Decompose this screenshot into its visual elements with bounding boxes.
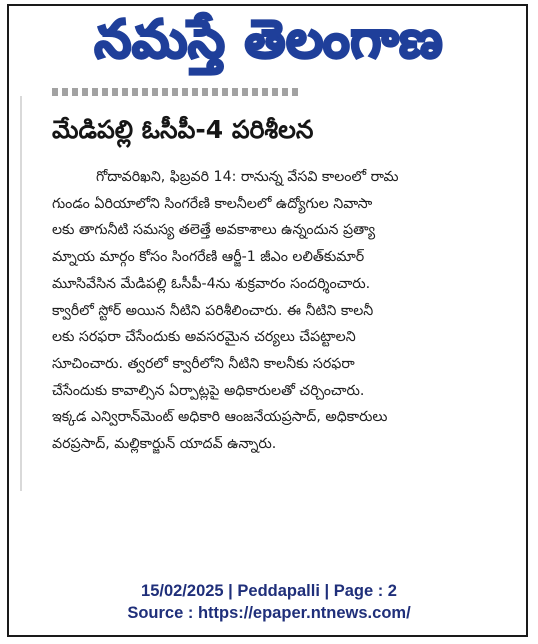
source-link[interactable]: Source : https://epaper.ntnews.com/ (127, 604, 411, 622)
article-headline: మేడిపల్లి ఓసీపీ-4 పరిశీలన (52, 115, 314, 144)
article-line: మ్నాయ మార్గం కోసం సింగరేణి ఆర్జీ-1 జీఎం లలిత్‌కుమార్ (52, 249, 365, 266)
article-line: వరప్రసాద్, మల్లికార్జున్ యాదవ్ ఉన్నారు. (52, 436, 277, 453)
article-line: ఇక్కడ ఎన్విరాన్‌మెంట్ అధికారి ఆంజనేయప్రసాద్, అధికారులు (52, 409, 388, 426)
article-line: గోదావరిఖని, ఫిబ్రవరి 14: రానున్న వేసవి కాలంలో రామ (96, 169, 399, 185)
newspaper-masthead: నమస్తే తెలంగాణ (94, 10, 444, 70)
clipping-left-edge (20, 96, 22, 491)
dateline: 15/02/2025 | Peddapalli | Page : 2 (141, 582, 397, 600)
article-line: లకు సరఫరా చేసేందుకు అవసరమైన చర్యలు చేపట్టాలని (52, 329, 356, 346)
article-line: క్వారీలో స్టోర్ అయిన నీటిని పరిశీలించారు. ఈ నీటిని కాలనీ (52, 302, 374, 319)
clipping-cut-edge (52, 88, 302, 96)
article-line: మూసివేసిన మేడిపల్లి ఓసీపీ-4ను శుక్రవారం సందర్శించారు. (52, 275, 371, 292)
article-line: చేసేందుకు కావాల్సిన ఏర్పాట్లపై అధికారులతో చర్చించారు. (52, 382, 365, 399)
article-line: గుండం ఏరియాలోని సింగరేణి కాలనీలలో ఉద్యోగుల నివాసా (52, 195, 373, 212)
clipping-footer (0, 580, 538, 624)
article-line: సూచించారు. త్వరలో క్వారీలోని నీటిని కాలనీకు సరఫరా (52, 355, 355, 372)
article-body (52, 164, 492, 458)
article-line: లకు తాగునీటి సమస్య తలెత్తే అవకాశాలు ఉన్నందున ప్రత్యా (52, 222, 376, 239)
